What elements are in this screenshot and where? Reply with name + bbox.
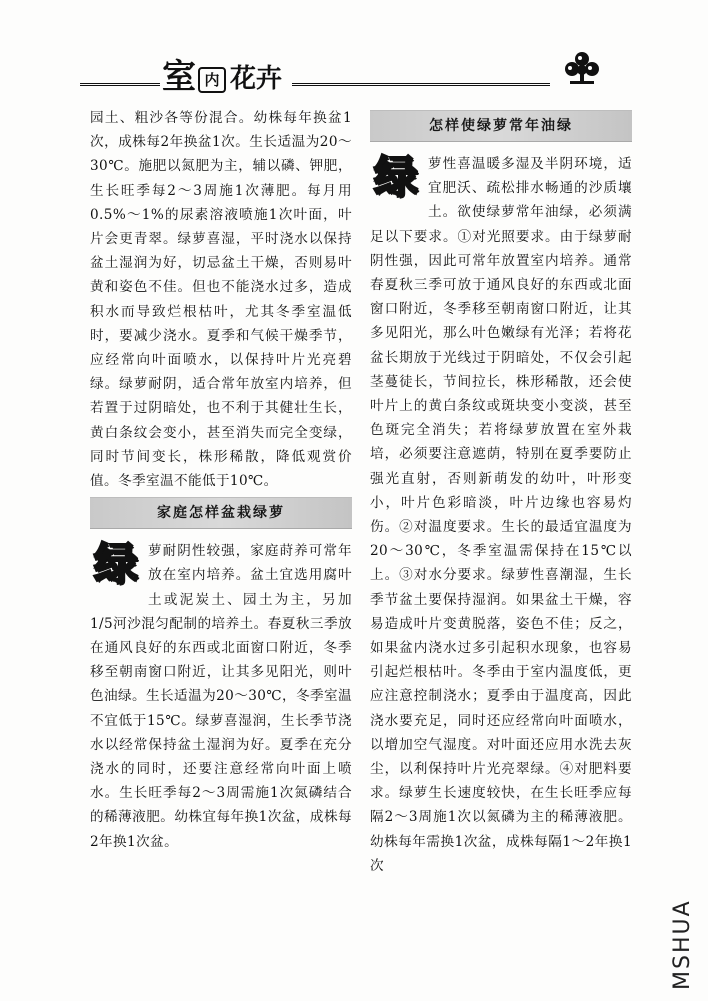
section-title-main: 室 bbox=[162, 57, 196, 97]
section-title-rest: 花卉 bbox=[230, 64, 283, 94]
drop-cap: 绿 bbox=[373, 152, 419, 203]
article-heading-banner: 怎样使绿萝常年油绿 bbox=[370, 110, 632, 142]
section-title-boxed-char: 内 bbox=[198, 67, 226, 93]
article-body bbox=[370, 152, 632, 878]
article-heading-banner: 家庭怎样盆栽绿萝 bbox=[90, 497, 352, 529]
page-header bbox=[0, 0, 708, 110]
article-continued-text: 园土、粗沙各等份混合。幼株每年换盆1次，成株每2年换盆1次。生长适温为20～30℃。施肥以氮肥为主，辅以磷、钾肥，生长旺季每2～3周施1次薄肥。每月用0.5%～1%的尿素溶液喷施1次叶面，叶片会更青翠。绿萝喜湿，平时浇水以保持盆土湿润为好，切忌盆土干燥，否则易叶黄和姿色不佳。但也不能浇水过多，造成积水而导致烂根枯叶，尤其冬季室温低时，要减少浇水。夏季和气候干燥季节，应经常向叶面喷水，以保持叶片光亮碧绿。绿萝耐阴，适合常年放室内培养，但若置于过阴暗处，也不利于其健壮生长，黄白条纹会变小，甚至消失而完全变绿，同时节间变长，株形稀散，降低观赏价值。冬季室温不能低于10℃。 bbox=[90, 110, 352, 490]
left-column bbox=[90, 106, 352, 854]
article-body-text: 萝性喜温暖多湿及半阴环境，适宜肥沃、疏松排水畅通的沙质壤土。欲使绿萝常年油绿，必须满足以下要求。①对光照要求。由于绿萝耐阴性强，因此可常年放置室内培养。通常春夏秋三季可放于通风良好的东西或北面窗口附近，冬季移至朝南窗口附近，让其多见阳光，那么叶色嫩绿有光泽；若将花盆长期放于光线过于阴暗处，不仅会引起茎蔓徒长，节间拉长，株形稀散，还会使叶片上的黄白条纹或斑块变小变淡，甚至色斑完全消失；若将绿萝放置在室外栽培，必须要注意遮荫，特别在夏季要防止强光直射，否则新萌发的幼叶，叶形变小，叶片色彩暗淡，叶片边缘也容易灼伤。②对温度要求。生长的最适宜温度为20～30℃，冬季室温需保持在15℃以上。③对水分要求。绿萝性喜潮湿，生长季节盆土要保持湿润。如果盆土干燥，容易造成叶片变黄脱落，姿色不佳；反之，如果盆内浇水过多引起积水现象，也容易引起烂根枯叶。冬季由于室内温度低，更应注意控制浇水；夏季由于温度高，因此浇水要充足，同时还应经常向叶面喷水，以增加空气湿度。对叶面还应用水洗去灰尘，以利保持叶片光亮翠绿。④对肥料要求。绿萝生长速度较快，在生长旺季应每隔2～3周施1次以氮磷为主的稀薄液肥。幼株每年需换1次盆，成株每隔1～2年换1次 bbox=[370, 156, 632, 874]
article-body-text: 萝耐阴性较强，家庭莳养可常年放在室内培养。盆土宜选用腐叶土或泥炭土、园土为主，另加1/5河沙混匀配制的培养土。春夏秋三季放在通风良好的东西或北面窗口附近，冬季移至朝南窗口附近，让其多见阳光，则叶色油绿。生长适温为20～30℃，冬季室温不宜低于15℃。绿萝喜湿润，生长季节浇水以经常保持盆土湿润为好。夏季在充分浇水的同时，还要注意经常向叶面上喷水。生长旺季每2～3周需施1次氮磷结合的稀薄液肥。幼株宜每年换1次盆，成株每2年换1次盆。 bbox=[90, 543, 352, 850]
watermark-text: MSHUA bbox=[670, 899, 695, 990]
clover-ornament-icon bbox=[560, 50, 604, 88]
article-body bbox=[90, 539, 352, 854]
section-title bbox=[162, 52, 282, 96]
header-rule-right bbox=[292, 83, 550, 86]
header-rule-left bbox=[80, 83, 160, 86]
right-column bbox=[370, 106, 632, 878]
drop-cap: 绿 bbox=[93, 539, 139, 591]
